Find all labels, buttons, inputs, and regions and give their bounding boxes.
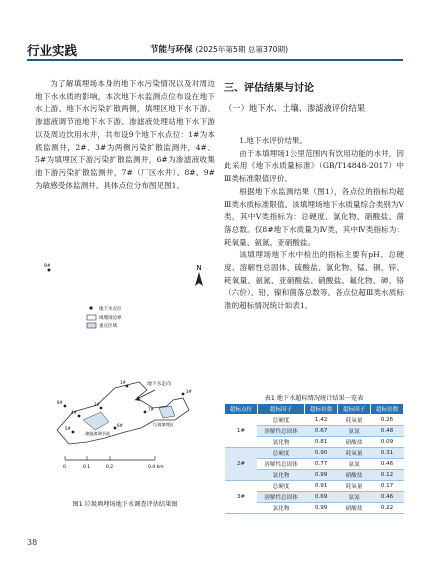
legend-key-area-label: 重点区域 (99, 324, 117, 329)
key-area-leachate (83, 412, 109, 430)
point-3-label: 3# (186, 389, 192, 394)
table-cell: 0.26 (371, 415, 404, 426)
table-cell: 耗氧量 (338, 448, 371, 459)
figure-caption: 图1 垃圾填埋场地下水调查评估结果图 (72, 501, 178, 508)
table-cell: 0.22 (371, 503, 404, 514)
right-column (224, 135, 404, 313)
table-cell: 硝酸盐 (338, 470, 371, 481)
point-7-label: 7# (148, 407, 154, 412)
table-cell: 氯化物 (257, 470, 304, 481)
legend-point-label: 地下水点位 (99, 307, 122, 312)
table-cell: 氨氮 (338, 492, 371, 503)
scale-3: 0.4 km (148, 465, 164, 470)
table-cell: 总硬度 (257, 415, 304, 426)
section-title: 三、评估结果与讨论 (224, 83, 314, 94)
intro-paragraph: 为了解填埋场本身的地下水污染情况以及对周边地下水水质的影响，本次地下水监测点位布设在地下水上游、地下水污染扩散两侧，填埋区地下水下游、渗滤液调节池地下水下游、渗滤液处理站地下水下游以及周边饮用水井，共布设9个地下水点位：1#为本底监测井，2#、3#为两侧污染扩散监测井，4#、5#为填埋区下游污染扩散监测井，6#为渗滤液收集池下游污染扩散监测井，7#（厂区水井）、8#、9#为敏感受体监测井。具体点位分布图见图1。 (35, 79, 215, 190)
north-arrow-icon (195, 264, 203, 286)
table-cell: 耗氧量 (338, 415, 371, 426)
journal-name: 节能与环保 (150, 45, 193, 55)
exceedance-table (224, 403, 404, 514)
table-cell: 0.90 (305, 448, 338, 459)
table-row (225, 415, 404, 426)
page-number: 38 (27, 538, 38, 547)
table-cell: 氨氮 (338, 426, 371, 437)
table-cell: 0.12 (371, 470, 404, 481)
scale-0: 0 (63, 465, 66, 470)
point-5-label: 5# (65, 426, 71, 431)
col-header: 超标倍数 (371, 404, 404, 415)
table-cell: 氨氮 (338, 459, 371, 470)
left-column (35, 78, 215, 192)
point-4-label: 4# (71, 410, 77, 415)
table-cell: 耗氧量 (338, 481, 371, 492)
point-8-label: 8# (57, 400, 63, 405)
table-cell: 0.09 (371, 437, 404, 448)
scale-1: 0.1 (83, 465, 91, 470)
legend-boundary-label: 填埋场边界 (99, 316, 122, 321)
point-6-label: 6# (117, 423, 123, 428)
scale-bar (63, 456, 164, 470)
table-cell: 氯化物 (257, 503, 304, 514)
table-cell: 0.46 (371, 492, 404, 503)
point-cell: 3# (225, 481, 258, 514)
section-label: 行业实践 (27, 43, 78, 58)
header-rule (27, 59, 403, 61)
leachate-label: 渗滤液调节池 (85, 431, 111, 436)
journal-info (150, 43, 288, 55)
table-cell: 氯化物 (257, 437, 304, 448)
paragraph-results: 根据地下水监测结果（图1），各点位的指标均超Ⅲ类水质标准限值。该填埋场地下水质量综合类别为Ⅴ类，其中Ⅴ类指标为：总硬度、氯化物、硝酸盐、菌落总数。仅8#地下水质量为Ⅳ类，其中Ⅳ类指标为：耗氧量、氨氮、亚硝酸盐。 (224, 186, 404, 247)
paragraph-standard: 由于本填埋场1公里范围内有饮用功能的水井，因此采用《地下水质量标准》（GB/T14848-2017）中Ⅲ类标准限值评价。 (224, 148, 404, 184)
point-1-label: 1# (120, 380, 126, 385)
table-row (225, 448, 404, 459)
col-header: 超标点位 (225, 404, 258, 415)
paragraph-heading: 1.地下水评价结果。 (239, 136, 308, 145)
col-header: 超标因子 (338, 404, 371, 415)
key-area-landfill (159, 406, 175, 418)
paragraph-indicators: 该填埋场地下水中检出的指标主要有pH、总硬度、溶解性总固体、硫酸盐、氯化物、锰、铜、锌、耗氧量、氨氮、亚硝酸盐、硝酸盐、氟化物、砷、铬（六价）、铅、镍和菌落总数等。各点位超Ⅲ类水质标准的超标情况统计如表1。 (224, 250, 404, 311)
table-cell: 0.31 (371, 448, 404, 459)
table-cell: 0.77 (305, 459, 338, 470)
table-cell: 总硬度 (257, 448, 304, 459)
flow-label: 地下水走向 (147, 382, 171, 387)
issue-info: (2025年第5期 总第370期) (195, 45, 289, 54)
monitoring-map (35, 260, 215, 490)
table-cell: 0.48 (371, 426, 404, 437)
table-cell: 溶解性总固体 (257, 459, 304, 470)
table-cell: 0.69 (305, 492, 338, 503)
map-legend (87, 305, 122, 329)
landfill-label: 垃圾填埋区 (153, 422, 174, 427)
table-cell: 0.17 (371, 481, 404, 492)
table-cell: 0.46 (371, 459, 404, 470)
point-cell: 2# (225, 448, 258, 481)
table-cell: 0.99 (305, 470, 338, 481)
col-header: 超标倍数 (305, 404, 338, 415)
scale-2: 0.2 (106, 465, 114, 470)
table-header-row (225, 404, 404, 415)
table-caption: 表1 地下水超标情况统计结果一览表 (264, 395, 364, 402)
table-cell: 溶解性总固体 (257, 426, 304, 437)
north-label: N (196, 264, 202, 272)
table-cell: 0.81 (305, 437, 338, 448)
point-cell: 1# (225, 415, 258, 448)
table-cell: 0.91 (305, 481, 338, 492)
table-cell: 硝酸盐 (338, 437, 371, 448)
table-cell: 硝酸盐 (338, 503, 371, 514)
table-row (225, 481, 404, 492)
table-cell: 0.67 (305, 426, 338, 437)
col-header: 超标因子 (257, 404, 304, 415)
table-cell: 总硬度 (257, 481, 304, 492)
point-9-label: 9# (44, 264, 51, 269)
subsection-title: （一）地下水、土壤、渗滤液评价结果 (224, 103, 366, 113)
table-cell: 1.42 (305, 415, 338, 426)
point-2-label: 2# (94, 402, 100, 407)
table-cell: 0.99 (305, 503, 338, 514)
table-cell: 溶解性总固体 (257, 492, 304, 503)
